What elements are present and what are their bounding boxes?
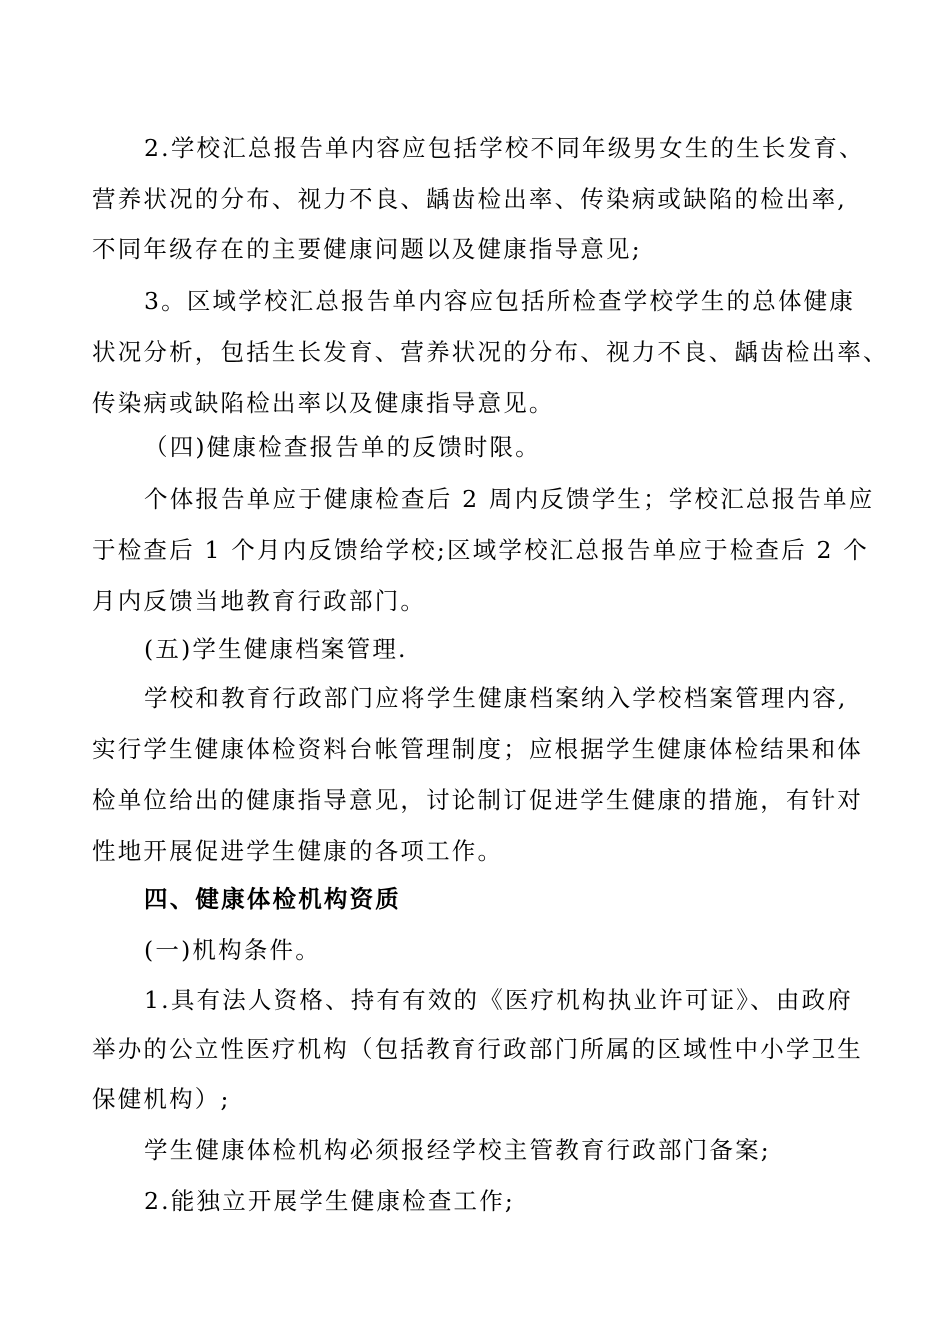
paragraph-line-17: 学生健康体检机构必须报经学校主管教育行政部门备案; <box>144 1136 771 1164</box>
section-heading-4: （四)健康检查报告单的反馈时限。 <box>144 433 541 461</box>
paragraph-line-1: 2.学校汇总报告单内容应包括学校不同年级男女生的生长发育、 <box>144 134 865 162</box>
paragraph-line-6: 传染病或缺陷检出率以及健康指导意见。 <box>92 389 555 417</box>
paragraph-line-5: 状况分析，包括生长发育、营养状况的分布、视力不良、龋齿检出率、 <box>92 338 889 366</box>
paragraph-line-3: 不同年级存在的主要健康问题以及健康指导意见; <box>92 235 642 263</box>
paragraph-line-13: 性地开展促进学生健康的各项工作。 <box>92 837 504 865</box>
paragraph-line-15: 举办的公立性医疗机构（包括教育行政部门所属的区域性中小学卫生 <box>92 1035 863 1063</box>
paragraph-line-8: 于检查后 1 个月内反馈给学校;区域学校汇总报告单应于检查后 2 个 <box>92 536 869 564</box>
paragraph-line-4: 3。区域学校汇总报告单内容应包括所检查学校学生的总体健康 <box>144 287 856 315</box>
paragraph-line-14: 1.具有法人资格、持有有效的《医疗机构执业许可证》、由政府 <box>144 986 853 1014</box>
subheading-1: (一)机构条件。 <box>144 936 321 964</box>
section-heading-5: (五)学生健康档案管理. <box>144 635 408 663</box>
paragraph-line-10: 学校和教育行政部门应将学生健康档案纳入学校档案管理内容, <box>144 684 848 712</box>
paragraph-line-12: 检单位给出的健康指导意见，讨论制订促进学生健康的措施，有针对 <box>92 786 863 814</box>
paragraph-line-18: 2.能独立开展学生健康检查工作; <box>144 1187 516 1215</box>
paragraph-line-11: 实行学生健康体检资料台帐管理制度；应根据学生健康体检结果和体 <box>92 735 863 763</box>
paragraph-line-16: 保健机构）; <box>92 1085 231 1113</box>
major-heading-4: 四、健康体检机构资质 <box>144 885 401 913</box>
paragraph-line-2: 营养状况的分布、视力不良、龋齿检出率、传染病或缺陷的检出率, <box>92 185 847 213</box>
paragraph-line-9: 月内反馈当地教育行政部门。 <box>92 587 427 615</box>
paragraph-line-7: 个体报告单应于健康检查后 2 周内反馈学生；学校汇总报告单应 <box>144 485 875 513</box>
